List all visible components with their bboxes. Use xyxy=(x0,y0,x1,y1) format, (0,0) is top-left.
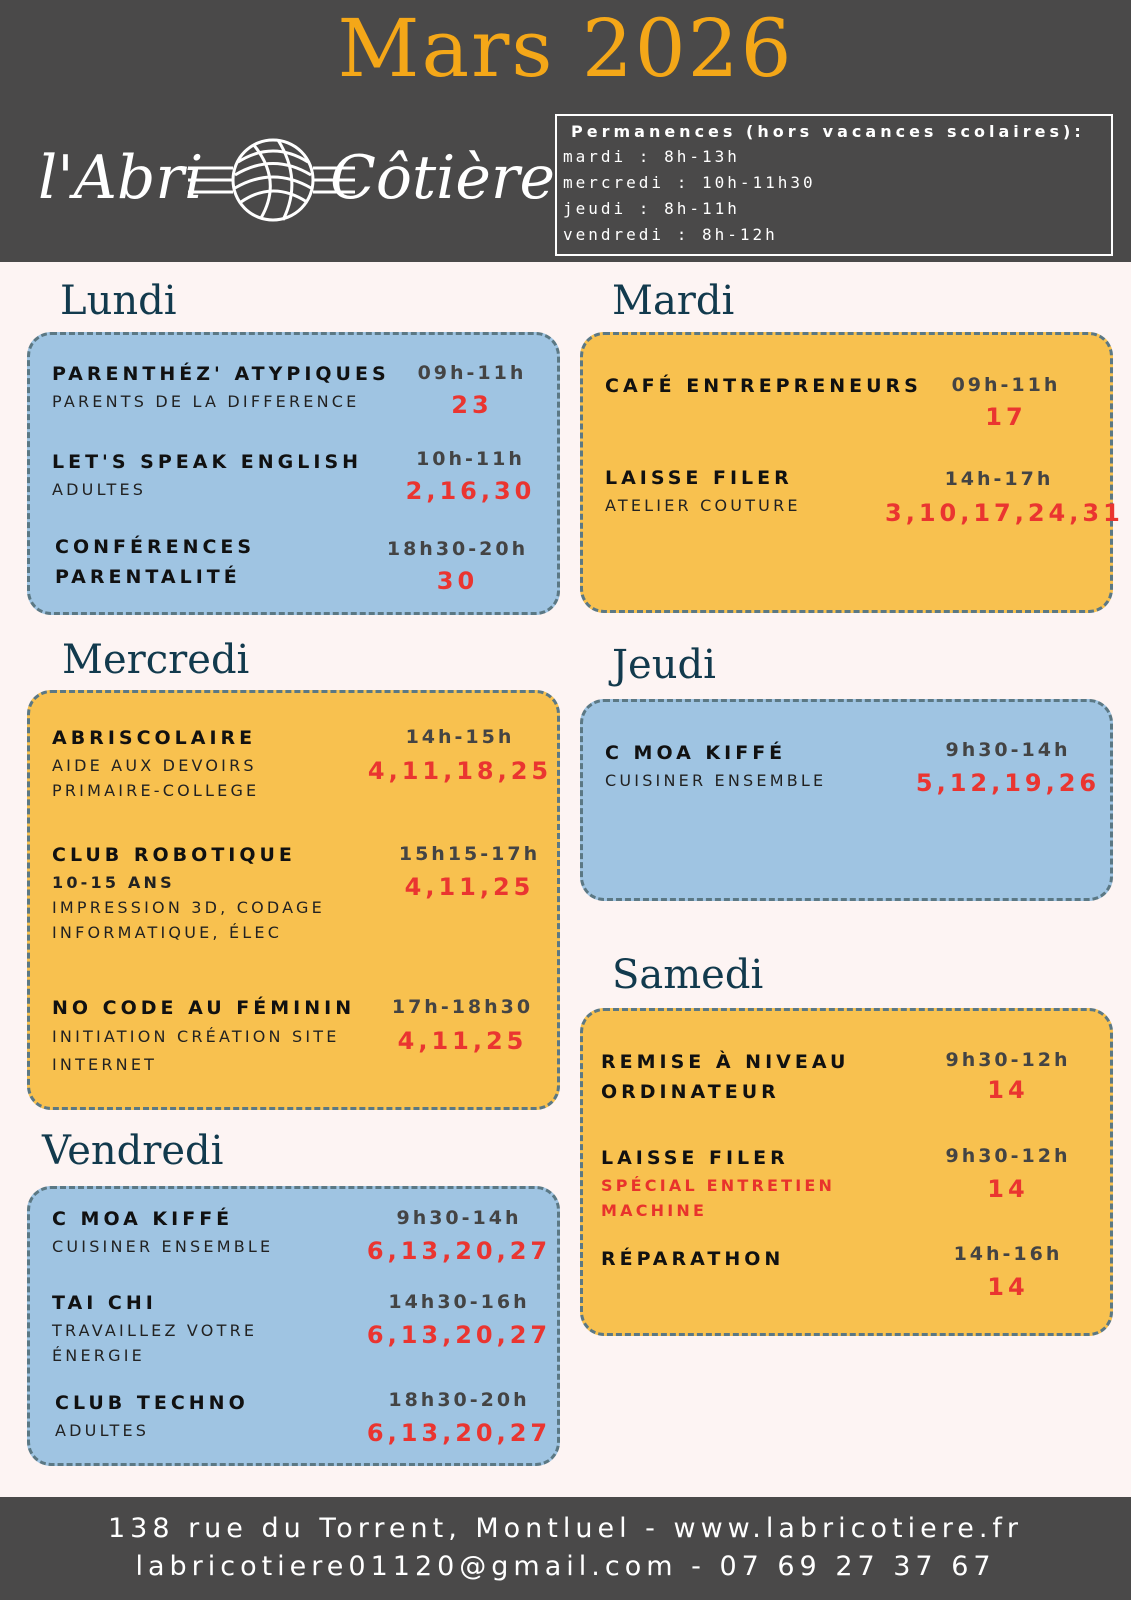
day-label-jeudi: Jeudi xyxy=(612,642,716,688)
activity-time: 09h-11h xyxy=(951,374,1061,396)
activity-time: 9h30-12h xyxy=(945,1145,1071,1167)
month-title: Mars 2026 xyxy=(337,2,794,95)
activity-dates: 5,12,19,26 xyxy=(915,769,1101,797)
footer-address: 138 rue du Torrent, Montluel - www.labricotiere.fr xyxy=(107,1513,1024,1544)
activity-item xyxy=(601,1047,849,1107)
footer xyxy=(0,1497,1131,1600)
activity-dates: 3,10,17,24,31 xyxy=(885,499,1124,527)
day-label-lundi: Lundi xyxy=(60,278,177,324)
permanence-line: vendredi : 8h-12h xyxy=(563,225,778,244)
activity-item xyxy=(55,532,255,592)
activity-description: CUISINER ENSEMBLE xyxy=(605,771,827,790)
activity-item xyxy=(605,738,826,793)
activity-dates: 4,11,25 xyxy=(404,873,535,901)
permanences-title: Permanences (hors vacances scolaires): xyxy=(571,122,1085,141)
activity-item xyxy=(601,1244,784,1274)
footer-contact: labricotiere01120@gmail.com - 07 69 27 37 67 xyxy=(135,1551,996,1582)
activity-item xyxy=(52,840,325,945)
activity-time: 14h-17h xyxy=(944,468,1054,490)
day-label-vendredi: Vendredi xyxy=(42,1128,224,1174)
activity-time: 14h-15h xyxy=(405,726,515,748)
card-lundi xyxy=(27,332,560,615)
activity-time: 18h30-20h xyxy=(386,538,529,560)
activity-dates: 17 xyxy=(985,403,1027,431)
activity-time: 9h30-12h xyxy=(945,1049,1071,1071)
activity-name: LAISSE FILER xyxy=(605,467,793,489)
activity-item xyxy=(52,1204,273,1259)
activity-name: LAISSE FILER xyxy=(601,1147,789,1169)
activity-item xyxy=(52,993,355,1079)
activity-name: CAFÉ ENTREPRENEURS xyxy=(605,375,922,397)
activity-description: AIDE AUX DEVOIRS xyxy=(52,756,257,775)
activity-dates: 14 xyxy=(987,1076,1029,1104)
activity-item xyxy=(605,463,801,518)
activity-age-range: 10-15 ANS xyxy=(52,873,175,892)
card-mardi xyxy=(580,332,1124,613)
activity-name: NO CODE AU FÉMININ xyxy=(52,997,356,1019)
day-label-mardi: Mardi xyxy=(612,278,735,324)
activity-dates: 30 xyxy=(436,567,479,595)
logo xyxy=(38,130,556,240)
card-vendredi xyxy=(27,1186,560,1466)
activity-time: 14h30-16h xyxy=(388,1291,530,1313)
header xyxy=(0,0,1131,262)
activity-description: INTERNET xyxy=(52,1055,158,1074)
logo-text-left: l'Abri xyxy=(38,143,204,213)
activity-item xyxy=(52,723,259,803)
permanence-line: mercredi : 10h-11h30 xyxy=(563,173,816,192)
activity-time: 15h15-17h xyxy=(398,843,541,865)
activity-name: CLUB ROBOTIQUE xyxy=(52,844,296,866)
permanence-line: mardi : 8h-13h xyxy=(563,147,740,166)
activity-description: INITIATION CRÉATION SITE xyxy=(52,1027,340,1046)
activity-time: 14h-16h xyxy=(953,1243,1063,1265)
activity-item xyxy=(52,1288,257,1368)
activity-description: INFORMATIQUE, ÉLEC xyxy=(52,923,283,942)
activity-dates: 4,11,18,25 xyxy=(367,757,553,785)
activity-dates: 14 xyxy=(987,1175,1029,1203)
activity-description: IMPRESSION 3D, CODAGE xyxy=(52,898,325,917)
activity-description: PARENTS DE LA DIFFERENCE xyxy=(52,392,360,411)
activity-item xyxy=(52,447,362,502)
activity-dates: 2,16,30 xyxy=(405,477,536,505)
activity-description: ATELIER COUTURE xyxy=(605,496,801,515)
activity-name: RÉPARATHON xyxy=(601,1248,785,1270)
activity-description: ADULTES xyxy=(55,1421,150,1440)
activity-item xyxy=(605,371,922,401)
activity-item xyxy=(601,1143,835,1223)
activity-name-line2: ORDINATEUR xyxy=(601,1081,780,1103)
activity-description: TRAVAILLEZ VOTRE xyxy=(52,1321,258,1340)
activity-name: ABRISCOLAIRE xyxy=(52,727,257,749)
activity-dates: 6,13,20,27 xyxy=(366,1321,552,1349)
day-label-samedi: Samedi xyxy=(612,952,764,998)
activity-description: PRIMAIRE-COLLEGE xyxy=(52,781,260,800)
activity-description-highlight: SPÉCIAL ENTRETIEN xyxy=(601,1176,836,1195)
activity-description: ÉNERGIE xyxy=(52,1346,145,1365)
card-jeudi xyxy=(580,699,1113,901)
activity-dates: 6,13,20,27 xyxy=(366,1237,552,1265)
activity-name: LET'S SPEAK ENGLISH xyxy=(52,451,363,473)
day-label-mercredi: Mercredi xyxy=(62,637,250,683)
activity-item xyxy=(55,1388,249,1443)
logo-text-right: Côtière xyxy=(330,143,556,213)
activity-dates: 23 xyxy=(451,391,493,419)
activity-time: 10h-11h xyxy=(416,448,525,470)
permanences-box xyxy=(555,114,1113,256)
activity-time: 9h30-14h xyxy=(396,1207,522,1229)
activity-time: 18h30-20h xyxy=(388,1389,530,1411)
card-samedi xyxy=(580,1008,1113,1336)
activity-description-highlight: MACHINE xyxy=(601,1201,708,1220)
activity-item xyxy=(52,359,390,414)
permanence-line: jeudi : 8h-11h xyxy=(563,199,740,218)
activity-time: 17h-18h30 xyxy=(391,996,534,1018)
activity-name: C MOA KIFFÉ xyxy=(52,1208,234,1230)
activity-dates: 6,13,20,27 xyxy=(366,1419,552,1447)
activity-description: ADULTES xyxy=(52,480,147,499)
card-mercredi xyxy=(27,690,560,1110)
activity-name: TAI CHI xyxy=(52,1292,157,1314)
activity-name: C MOA KIFFÉ xyxy=(605,742,787,764)
activity-dates: 4,11,25 xyxy=(397,1027,528,1055)
activity-dates: 14 xyxy=(987,1273,1029,1301)
activity-name: CLUB TECHNO xyxy=(55,1392,249,1414)
activity-name-line2: PARENTALITÉ xyxy=(55,566,241,588)
activity-description: CUISINER ENSEMBLE xyxy=(52,1237,274,1256)
activity-name: PARENTHÉZ' ATYPIQUES xyxy=(52,363,390,385)
activity-name: CONFÉRENCES xyxy=(55,536,256,558)
activity-time: 9h30-14h xyxy=(945,739,1071,761)
activity-time: 09h-11h xyxy=(417,362,527,384)
activity-name: REMISE À NIVEAU xyxy=(601,1051,850,1073)
